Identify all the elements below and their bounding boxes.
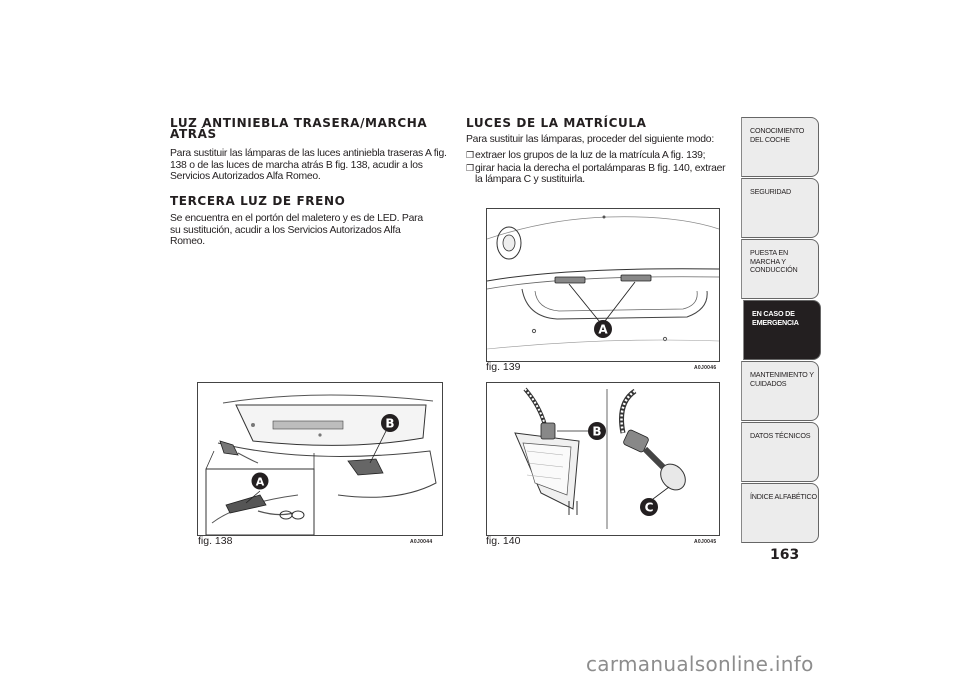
section-heading-third-brake-light: TERCERA LUZ DE FRENO (170, 194, 346, 208)
figure-138-code: A0J0044 (410, 539, 433, 545)
tab-mantenimiento[interactable]: MANTENIMIENTO Y CUIDADOS (741, 361, 819, 421)
tab-indice-alfabetico[interactable]: ÍNDICE ALFABÉTICO (741, 483, 819, 543)
tab-seguridad[interactable]: SEGURIDAD (741, 178, 819, 238)
tab-datos-tecnicos[interactable]: DATOS TÉCNICOS (741, 422, 819, 482)
paragraph-plate-lights-intro: Para sustituir las lámparas, proceder del siguiente modo: (466, 134, 714, 145)
paragraph-fog-reverse: Para sustituir las lámparas de las luces antiniebla traseras A fig. 138 o de las luces de marcha atrás B fig. 138, acudir a los Servicios Autorizados Alfa Romeo. (170, 148, 447, 182)
figure-138-image (197, 382, 443, 536)
tab-conocimiento-del-coche[interactable]: CONOCIMIENTO DEL COCHE (741, 117, 819, 177)
figure-138-caption: fig. 138 (198, 535, 233, 547)
bullet-box-icon: ❒ (466, 162, 474, 173)
figure-140-code: A0J0045 (694, 539, 717, 545)
callout-b-label: B (385, 416, 395, 431)
figure-140-image (486, 382, 720, 536)
figure-140-caption: fig. 140 (486, 535, 521, 547)
bullet-box-icon: ❒ (466, 150, 474, 160)
list-item: ❒ girar hacia la derecha el portalámparas B fig. 140, extraer la lámpara C y sustituirla. (466, 162, 726, 185)
watermark-text: carmanualsonline.info (586, 652, 814, 676)
license-plate-area-illustration (487, 209, 719, 361)
tab-en-caso-de-emergencia[interactable]: EN CASO DE EMERGENCIA (743, 300, 821, 360)
tab-puesta-en-marcha[interactable]: PUESTA EN MARCHA Y CONDUCCIÓN (741, 239, 819, 299)
callout-b-label: B (592, 424, 602, 439)
callout-a-label: A (598, 322, 608, 337)
page-number: 163 (770, 547, 800, 563)
figure-139-caption: fig. 139 (486, 361, 521, 373)
section-heading-fog-reverse: LUZ ANTINIEBLA TRASERA/MARCHA ATRÁS (170, 116, 428, 141)
figure-139-image (486, 208, 720, 362)
rear-bumper-illustration (198, 383, 442, 535)
paragraph-third-brake-light: Se encuentra en el portón del maletero y es de LED. Para su sustitución, acudir a los Servicios Autorizados Alfa Romeo. (170, 213, 423, 247)
steps-list (466, 150, 728, 187)
lamp-holder-illustration (487, 383, 719, 535)
callout-a-label: A (255, 475, 265, 489)
callout-c-label: C (644, 500, 654, 515)
list-item: ❒ extraer los grupos de la luz de la matrícula A fig. 139; (466, 150, 706, 161)
figure-139-code: A0J0046 (694, 365, 717, 371)
section-heading-plate-lights: LUCES DE LA MATRÍCULA (466, 116, 647, 130)
